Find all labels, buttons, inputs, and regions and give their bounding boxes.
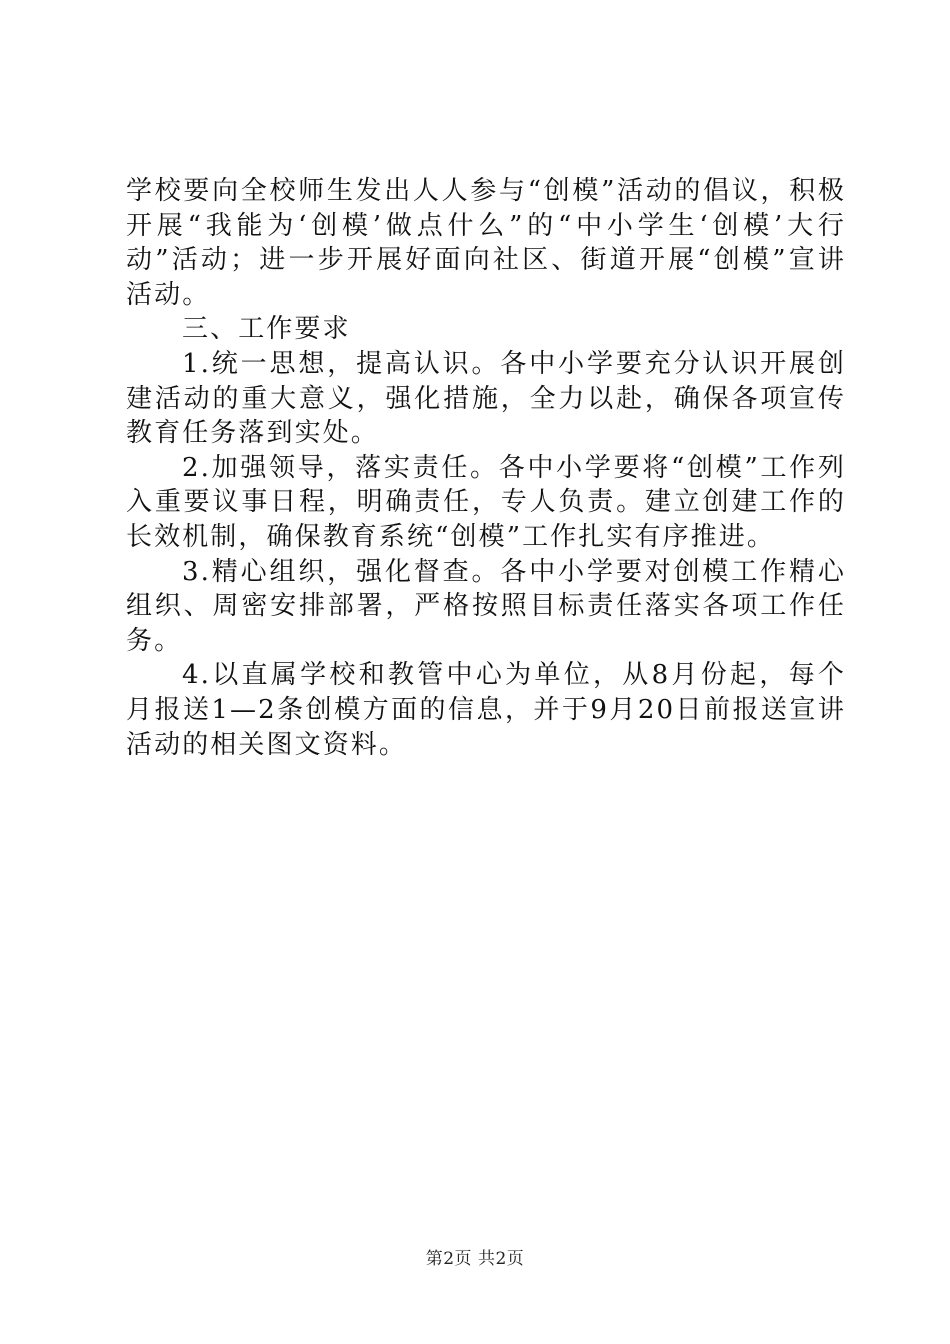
paragraph-continuation: 学校要向全校师生发出人人参与“创模”活动的倡议，积极开展“我能为‘创模’做点什么”的“中小学生‘创模’大行动”活动；进一步开展好面向社区、街道开展“创模”宣讲活动。 [126, 176, 846, 310]
page-footer: 第2页 共2页 [425, 1249, 525, 1269]
requirement-item-3: 3.精心组织，强化督查。各中小学要对创模工作精心组织、周密安排部署，严格按照目标责任落实各项工作任务。 [126, 556, 846, 656]
requirement-item-4: 4.以直属学校和教管中心为单位，从8月份起，每个月报送1—2条创模方面的信息，并于9月20日前报送宣讲活动的相关图文资料。 [126, 660, 846, 760]
requirement-item-2: 2.加强领导，落实责任。各中小学要将“创模”工作列入重要议事日程，明确责任，专人负责。建立创建工作的长效机制，确保教育系统“创模”工作扎实有序推进。 [126, 452, 846, 552]
document-body [126, 174, 846, 762]
section-heading-work-requirements: 三、工作要求 [182, 314, 351, 345]
requirement-item-1: 1.统一思想，提高认识。各中小学要充分认识开展创建活动的重大意义，强化措施，全力以赴，确保各项宣传教育任务落到实处。 [126, 348, 846, 449]
